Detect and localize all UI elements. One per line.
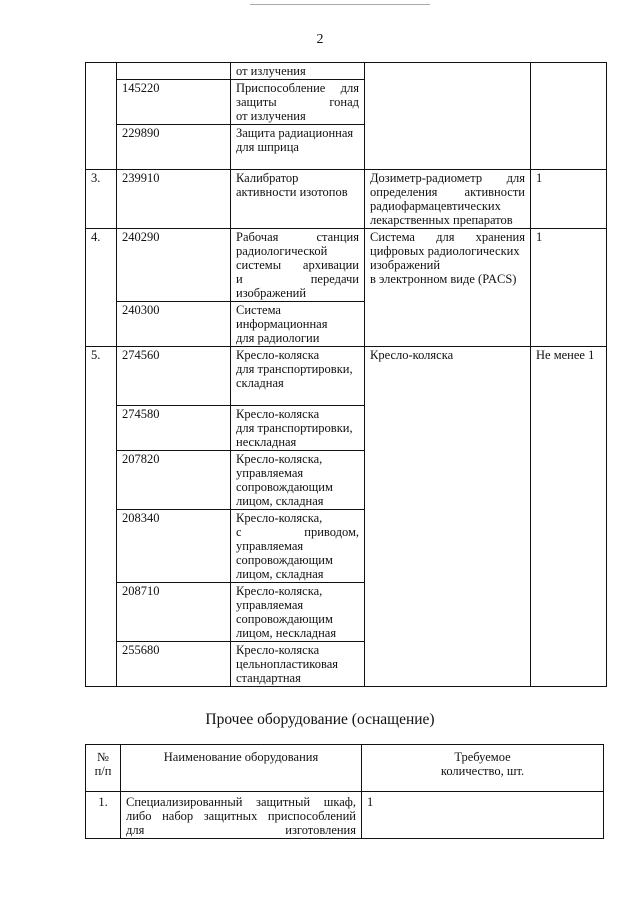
top-rule (250, 4, 430, 5)
row-number: 5. (86, 347, 117, 687)
row-number: 3. (86, 170, 117, 229)
row-code: 240290 (117, 229, 231, 302)
row-quantity: 1 (531, 170, 607, 229)
row-description: Система для хранения цифровых радиологических изображений в электронном виде (PACS) (365, 229, 531, 347)
row-description: Кресло-коляска (365, 347, 531, 687)
row-code: 274560 (117, 347, 231, 406)
table-row (86, 170, 607, 229)
row-item: Кресло-коляска, управляемая сопровождающим лицом, складная (231, 451, 365, 510)
row-code (117, 63, 231, 80)
page-number: 2 (316, 32, 324, 47)
row-code: 229890 (117, 125, 231, 170)
row-item: Защита радиационная для шприца (231, 125, 365, 170)
row-item: Рабочая станция радиологической системы архивации и передачи изображений (231, 229, 365, 302)
table-row (86, 792, 604, 839)
row-quantity: 1 (362, 792, 604, 839)
row-item: Кресло-коляска, с приводом, управляемая сопровождающим лицом, складная (231, 510, 365, 583)
row-code: 208710 (117, 583, 231, 642)
row-number: 1. (86, 792, 121, 839)
row-code: 255680 (117, 642, 231, 687)
row-number (86, 63, 117, 170)
other-equipment-table (85, 744, 604, 839)
row-item: Кресло-коляска для транспортировки, складная (231, 347, 365, 406)
row-quantity: 1 (531, 229, 607, 347)
header-name: Наименование оборудования (121, 745, 362, 792)
row-description (365, 63, 531, 170)
row-code: 145220 (117, 80, 231, 125)
row-item: Кресло-коляска цельнопластиковая стандартная (231, 642, 365, 687)
section-title: Прочее оборудование (оснащение) (205, 711, 435, 728)
row-item: Система информационная для радиологии (231, 302, 365, 347)
row-item: Приспособление для защиты гонад от излучения (231, 80, 365, 125)
row-item: Кресло-коляска, управляемая сопровождающим лицом, нескладная (231, 583, 365, 642)
row-code: 207820 (117, 451, 231, 510)
row-code: 239910 (117, 170, 231, 229)
table-row (86, 229, 607, 302)
header-quantity: Требуемое количество, шт. (362, 745, 604, 792)
row-quantity (531, 63, 607, 170)
row-code: 240300 (117, 302, 231, 347)
row-description: Дозиметр-радиометр для определения активности радиофармацевтических лекарственных препаратов (365, 170, 531, 229)
table-header-row (86, 745, 604, 792)
row-number: 4. (86, 229, 117, 347)
row-code: 208340 (117, 510, 231, 583)
equipment-table (85, 62, 607, 687)
row-item: Кресло-коляска для транспортировки, нескладная (231, 406, 365, 451)
row-quantity: Не менее 1 (531, 347, 607, 687)
table-row (86, 347, 607, 406)
row-name: Специализированный защитный шкаф, либо набор защитных приспособлений для изготовления (121, 792, 362, 839)
row-code: 274580 (117, 406, 231, 451)
row-item: от излучения (231, 63, 365, 80)
row-item: Калибратор активности изотопов (231, 170, 365, 229)
header-number: № п/п (86, 745, 121, 792)
table-row (86, 63, 607, 80)
